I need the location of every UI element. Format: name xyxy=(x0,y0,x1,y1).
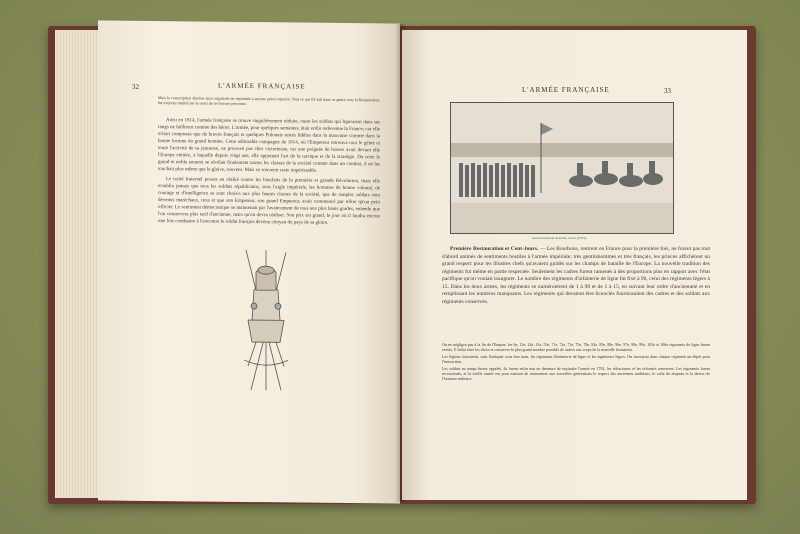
right-footnotes xyxy=(442,342,710,383)
section-title: Première Restauration et Cent-Jours. xyxy=(450,246,539,252)
footnote-3: Les soldats en temps furent appelés, ils furent enfin mis en demeure de rejoindre l'armée en 1792, les réfractaires et les réformés rentrèrent. Les régiments furent reconstitués, et la vieille armée eut pour mission de transmettre aux nouvelles générations le respect des anciennes traditions, le culte du drapeau et la devise de l'honneur militaire. xyxy=(442,366,710,381)
left-page-number: 32 xyxy=(132,82,139,91)
trophy-of-arms-vignette xyxy=(226,250,306,401)
illustration-caption: Garde nationale de Paris, revue (1815). xyxy=(532,236,587,240)
intro-note: Mais le conscription absolue ainsi organisée ne répondait à aucune préoccupation. Tout ce qui fut fait dans ce genre sous la Restauration, fut toujours inspiré par le souci de ne froisser personne. xyxy=(158,95,380,106)
right-running-head: L'ARMÉE FRANÇAISE xyxy=(522,86,610,94)
left-page xyxy=(98,20,400,503)
right-page xyxy=(402,30,747,500)
left-intro-note xyxy=(158,95,380,109)
left-body-text xyxy=(158,117,380,230)
left-running-head: L'ARMÉE FRANÇAISE xyxy=(218,81,306,91)
right-page-number: 33 xyxy=(664,87,671,95)
left-paragraph-2: Le traité fraternel posera en réalité contre les bienfaits de la première et grande Révolution, mais elle n'oublia jamais que tous les soldats républicains, sous l'aigle impériale, les hommes de bonne volonté, de courage et d'intelligence se sont choisis aux plus hautes classes de la société, que de simples soldats sont devenus maréchaux, tous et que son Empereur, son grand Empereur, avait commencé par n'être qu'un petit officier. Le sentiment démocratique se maintenait par l'avancement de tous aux plus hauts grades; entendu que l'on conservera plus tard d'ancienne, mais qu'on devra réaliser. Son prix est grand, le jour où il faudra encore une fois combattre à l'encontre le soldat français devenu citoyen du pays de sa gloire. xyxy=(158,177,380,226)
footnote-1: On ne négligea pas à la fin de l'Empire, les 6e, 12e, 24e, 41e, 53e, 71e, 72e, 73e, 75e, 78e, 82e, 85e, 88e, 96e, 97e, 98e, 99e, 102e et 106e régiments de ligne furent versés. Il fallut faire les choix et conserver le plus grand nombre possible de cadres aux corps de la nouvelle formation. xyxy=(442,342,710,352)
lead-paragraph: — Les Bourbons, rentrent en France pour la première fois, ne furent pas tout d'abord animés de sentiments hostiles à l'armée impériale; très gentilshommes et très français, les princes affichèrent un grand respect pour les illustres chefs qu'avaient guidés sur les champs de bataille de l'Europe. La nouvelle tradition des régiments fut même en partie respectée. Seulement les cadres furent ramenés à des proportions plus en rapport avec l'état pacifique qu'on voulait inaugurer. Le nombre des régiments d'infanterie de ligne fut fixé à 90, celui des régiments légers à 15. Dans les deux armes, les régiments se numérotèrent de 1 à 90 et de 1 à 15, en suivant leur ordre d'ancienneté et en remplissant les numéros manquants. Les régiments qui devaient être licenciés fournissaient des cadres et des soldats aux régiments conservés. xyxy=(442,246,710,305)
left-paragraph-1: Ainsi en 1814, l'armée française se trouve singulièrement réduite, outre les soldats qui figuraient dans ses rangs ne faillirent comme des héros. L'armée, pour quelques semaines, était enfin redevenue la France; car elle n'était composée que de braves français et quelques Polonais restés fidèles dans la mauvaise comme dans la bonne fortune du grand homme. Cette admirable campagne de 1814, où l'Empereur retrouva tout le génie et toute l'activité de sa jeunesse, ne prouvait pas cher victorieuse, car une poignée de braves avait devant elle l'Europe entière, à laquelle depuis vingt ans, elle apprenait l'art de la tactique et de la stratégie. Du reste le grand et noble ennemi se révélait finalement toutes les classes de la société comme dans un combat, il ne les touchait plus même que le glaive, souvent. Mais ce souvenir reste impérissable. xyxy=(158,118,380,174)
troop-review-engraving xyxy=(451,103,673,233)
footnote-2: Les légions fournirent, sans l'indiquer sous leur nom, les régiments d'infanterie de ligne et les ingénieurs légers. On incorpora dans chaque régiment un dépôt pour l'instruction. xyxy=(442,354,710,364)
review-illustration xyxy=(450,102,674,234)
right-body-text xyxy=(442,246,710,309)
